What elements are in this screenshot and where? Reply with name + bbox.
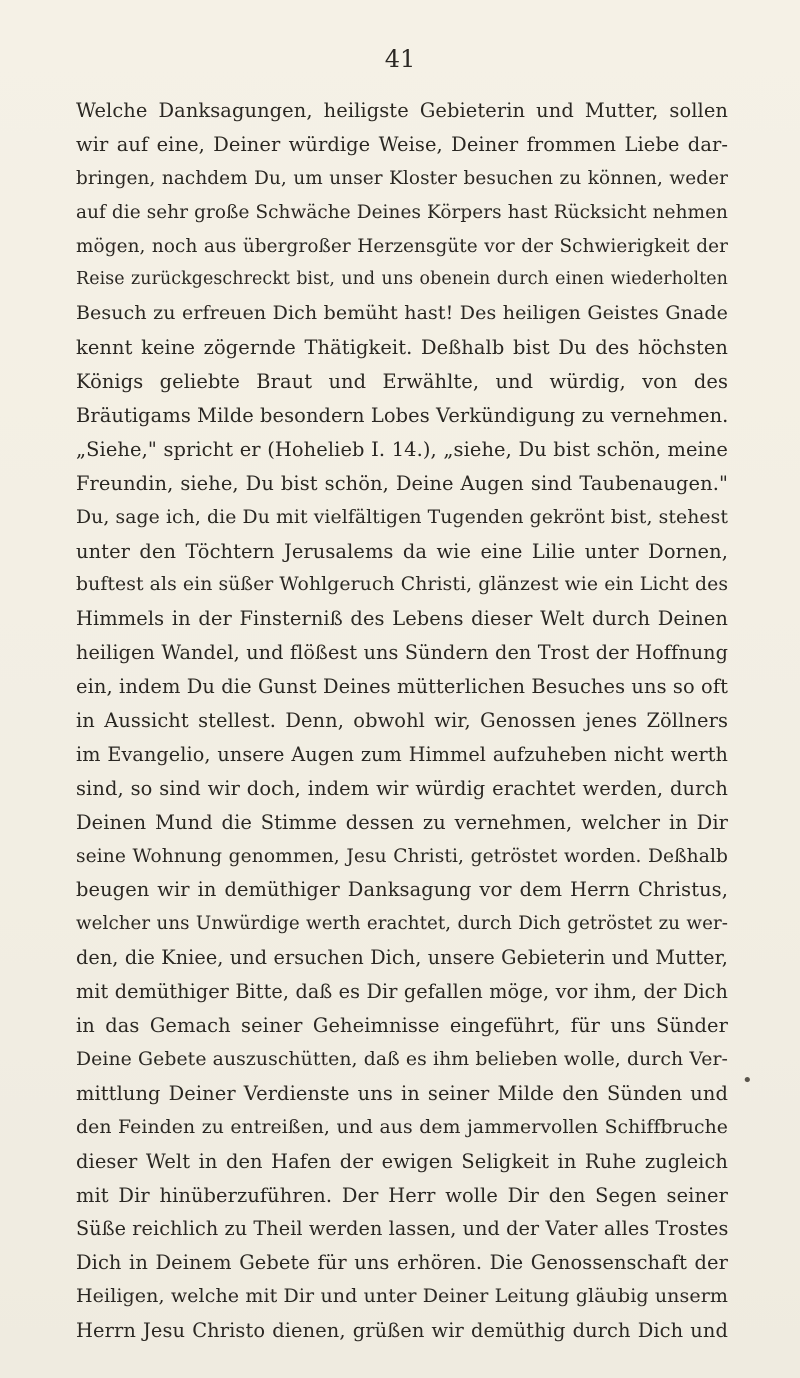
- text-line: buftest als ein süßer Wohlgeruch Christi, glänzest wie ein Licht des: [76, 574, 728, 596]
- text-line: auf die sehr große Schwäche Deines Körpers hast Rücksicht nehmen: [76, 201, 728, 223]
- text-line: Bräutigams Milde besondern Lobes Verkündigung zu vernehmen.: [76, 404, 728, 428]
- text-line: unter den Töchtern Jerusalems da wie eine Lilie unter Dornen,: [76, 539, 728, 563]
- text-line: mit demüthiger Bitte, daß es Dir gefallen möge, vor ihm, der Dich: [76, 980, 728, 1004]
- text-line: kennt keine zögernde Thätigkeit. Deßhalb bist Du des höchsten: [76, 336, 728, 360]
- text-line: im Evangelio, unsere Augen zum Himmel aufzuheben nicht werth: [76, 742, 728, 766]
- text-line: Dich in Deinem Gebete für uns erhören. Die Genossenschaft der: [76, 1251, 728, 1275]
- margin-dot: •: [742, 1070, 753, 1091]
- text-line: ein, indem Du die Gunst Deines mütterlichen Besuches uns so oft: [76, 675, 728, 699]
- text-line: welcher uns Unwürdige werth erachtet, durch Dich getröstet zu wer-: [76, 913, 728, 935]
- text-line: Welche Danksagungen, heiligste Gebieterin und Mutter, sollen: [76, 99, 728, 122]
- text-line: Du, sage ich, die Du mit vielfältigen Tugenden gekrönt bist, stehest: [76, 506, 728, 528]
- body-text: [76, 94, 728, 1348]
- page-number: 41: [384, 45, 416, 73]
- text-line: wir auf eine, Deiner würdige Weise, Deiner frommen Liebe dar-: [76, 132, 728, 156]
- text-line: sind, so sind wir doch, indem wir würdig erachtet werden, durch: [76, 776, 728, 800]
- text-line: mittlung Deiner Verdienste uns in seiner Milde den Sünden und: [76, 1081, 728, 1105]
- text-line: mit Dir hinüberzuführen. Der Herr wolle Dir den Segen seiner: [76, 1183, 728, 1207]
- text-line: den, die Kniee, und ersuchen Dich, unsere Gebieterin und Mutter,: [76, 946, 728, 970]
- text-line: bringen, nachdem Du, um unser Kloster besuchen zu können, weder: [76, 167, 728, 189]
- text-line: in Aussicht stellest. Denn, obwohl wir, Genossen jenes Zöllners: [76, 709, 728, 733]
- text-line: beugen wir in demüthiger Danksagung vor dem Herrn Christus,: [76, 878, 728, 902]
- text-line: Herrn Jesu Christo dienen, grüßen wir demüthig durch Dich und: [76, 1319, 728, 1343]
- text-line: in das Gemach seiner Geheimnisse eingeführt, für uns Sünder: [76, 1014, 728, 1038]
- text-line: seine Wohnung genommen, Jesu Christi, getröstet worden. Deßhalb: [76, 845, 728, 867]
- text-line: dieser Welt in den Hafen der ewigen Seligkeit in Ruhe zugleich: [76, 1149, 728, 1173]
- text-line: heiligen Wandel, und flößest uns Sündern den Trost der Hoffnung: [76, 641, 728, 665]
- text-line: mögen, noch aus übergroßer Herzensgüte vor der Schwierigkeit der: [76, 235, 728, 257]
- text-line: Süße reichlich zu Theil werden lassen, und der Vater alles Trostes: [76, 1217, 728, 1241]
- text-line: „Siehe," spricht er (Hoheliеb I. 14.), „siehe, Du bist schön, meine: [76, 437, 728, 461]
- text-line: Himmels in der Finsterniß des Lebens dieser Welt durch Deinen: [76, 607, 728, 631]
- text-line: den Feinden zu entreißen, und aus dem jammervollen Schiffbruche: [76, 1116, 728, 1138]
- text-line: Freundin, siehe, Du bist schön, Deine Augen sind Taubenaugen.": [76, 471, 728, 495]
- text-line: Königs geliebte Braut und Erwählte, und würdig, von des: [76, 370, 728, 394]
- text-line: Reise zurückgeschreckt bist, und uns obenein durch einen wiederholten: [76, 269, 728, 290]
- text-line: Deinen Mund die Stimme dessen zu vernehmen, welcher in Dir: [76, 810, 728, 834]
- text-line: Besuch zu erfreuen Dich bemüht hast! Des heiligen Geistes Gnade: [76, 302, 728, 325]
- text-line: Deine Gebete auszuschütten, daß es ihm belieben wolle, durch Ver-: [76, 1048, 728, 1070]
- text-line: Heiligen, welche mit Dir und unter Deiner Leitung gläubig unserm: [76, 1285, 728, 1308]
